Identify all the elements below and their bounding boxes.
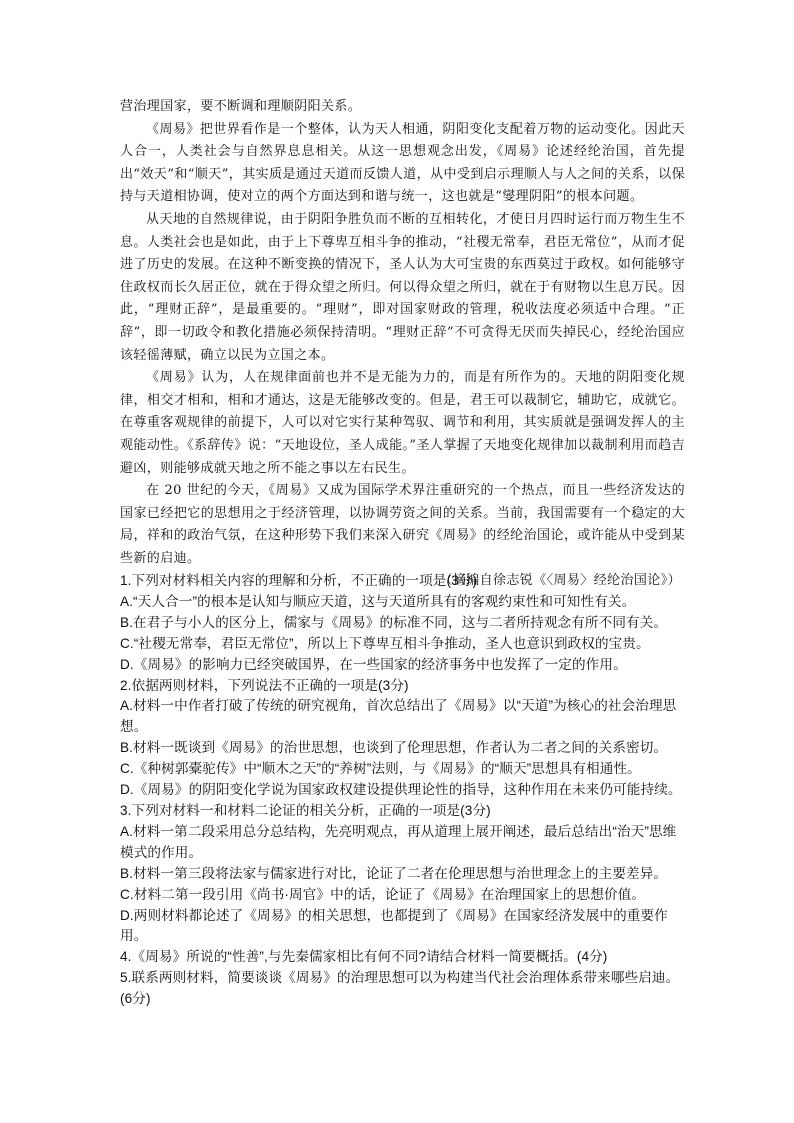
question-2-option-a: A.材料一中作者打破了传统的研究视角，首次总结出了《周易》以“天道”为核心的社会治理思想。 [120, 698, 677, 735]
question-1-stem: 1.下列对材料相关内容的理解和分析，不正确的一项是(3分) [120, 573, 478, 588]
question-4: 4.《周易》所说的“性善”,与先秦儒家相比有何不同?请结合材料一简要概括。(4分) [120, 949, 608, 965]
passage-paragraph-4: 在 20 世纪的今天，《周易》又成为国际学术界注重研究的一个热点，而且一些经济发达的国家已经把它的思想用之于经济管理，以协调劳资之间的关系。当前，我国需要有一个稳定的大局，祥和的政治气氛，在这种形势下我们来深入研究《周易》的经纶治国论，或许能从中受到某些新的启迪。 [120, 483, 685, 566]
passage-paragraph-2: 从天地的自然规律说，由于阴阳争胜负而不断的互相转化，才使日月四时运行而万物生生不息。人类社会也是如此，由于上下尊卑互相斗争的推动，“社稷无常奉，君臣无常位”，从而才促进了历史的发展。在这种不断变换的情况下，圣人认为大可宝贵的东西莫过于政权。如何能够守住政权而长久居正位，就在于得众望之所归。何以得众望之所归，就在于有财物以生息万民。因此，“理财正辞”，是最重要的。“理财”，即对国家财政的管理，税收法度必须适中合理。“正辞”，即一切政令和教化措施必须保持清明。“理财正辞”不可贪得无厌而失掉民心，经纶治国应该轻徭薄赋，确立以民为立国之本。 [120, 211, 685, 363]
passage-line-continued: 营治理国家，要不断调和理顺阴阳关系。 [120, 99, 362, 114]
question-1-option-c: C.“社稷无常奉，君臣无常位”，所以上下尊卑互相斗争推动，圣人也意识到政权的宝贵。 [120, 635, 650, 651]
question-list [120, 571, 686, 1010]
question-2-option-b: B.材料一既谈到《周易》的治世思想，也谈到了伦理思想，作者认为二者之间的关系密切。 [120, 740, 668, 756]
reading-passage [120, 96, 685, 593]
question-3-option-d: D.两则材料都论述了《周易》的相关思想，也都提到了《周易》在国家经济发展中的重要作用。 [120, 907, 668, 944]
question-3-stem: 3.下列对材料一和材料二论证的相关分析，正确的一项是(3分) [120, 802, 491, 818]
passage-paragraph-1: 《周易》把世界看作是一个整体，认为天人相通，阴阳变化支配着万物的运动变化。因此天人合一，人类社会与自然界息息相关。从这一思想观念出发，《周易》论述经纶治国，首先提出“效天”和“顺天”，其实质是通过天道而反馈人道，从中受到启示理顺人与人之间的关系，以保持与天道相协调，使对立的两个方面达到和谐与统一，这也就是“燮理阴阳”的根本问题。 [120, 121, 685, 205]
passage-paragraph-3: 《周易》认为，人在规律面前也并不是无能为力的，而是有所作为的。天地的阴阳变化规律，相交才相和，相和才通达，这是无能够改变的。但是，君王可以裁制它，辅助它，成就它。在尊重客观规律的前提下，人可以对它实行某种驾驭、调节和利用，其实质就是强调发挥人的主观能动性。《系辞传》说：“天地设位，圣人成能。”圣人掌握了天地变化规律加以裁制利用而趋吉避凶，则能够成就天地之所不能之事以左右民生。 [120, 370, 685, 476]
question-2-stem: 2.依据两则材料，下列说法不正确的一项是(3分) [120, 677, 409, 693]
question-5: 5.联系两则材料，简要谈谈《周易》的治理思想可以为构建当代社会治理体系带来哪些启迪。(6分) [120, 970, 680, 1007]
question-1-option-a: A.“天人合一”的根本是认知与顺应天道，这与天道所具有的客观约束性和可知性有关。 [120, 593, 636, 609]
question-2-option-c: C.《种树郭橐驼传》中“顺木之天”的“养树”法则，与《周易》的“顺天”思想具有相通性。 [120, 761, 641, 777]
question-3-option-a: A.材料一第二段采用总分总结构，先亮明观点，再从道理上展开阐述，最后总结出“治天”思维模式的作用。 [120, 823, 677, 860]
question-1-option-d: D.《周易》的影响力已经突破国界，在一些国家的经济事务中也发挥了一定的作用。 [120, 656, 627, 672]
question-3-option-b: B.材料一第三段将法家与儒家进行对比，论证了二者在伦理思想与治世理念上的主要差异。 [120, 865, 668, 881]
passage-source: （摘编自徐志锐《〈周易〉经纶治国论》） [439, 573, 681, 589]
question-2-option-d: D.《周易》的阴阳变化学说为国家政权建设提供理论性的指导，这种作用在未来仍可能持续。 [120, 782, 682, 798]
question-1-option-b: B.在君子与小人的区分上，儒家与《周易》的标准不同，这与二者所持观念有所不同有关。 [120, 614, 668, 630]
question-3-option-c: C.材料二第一段引用《尚书·周官》中的话，论证了《周易》在治理国家上的思想价值。 [120, 886, 646, 902]
